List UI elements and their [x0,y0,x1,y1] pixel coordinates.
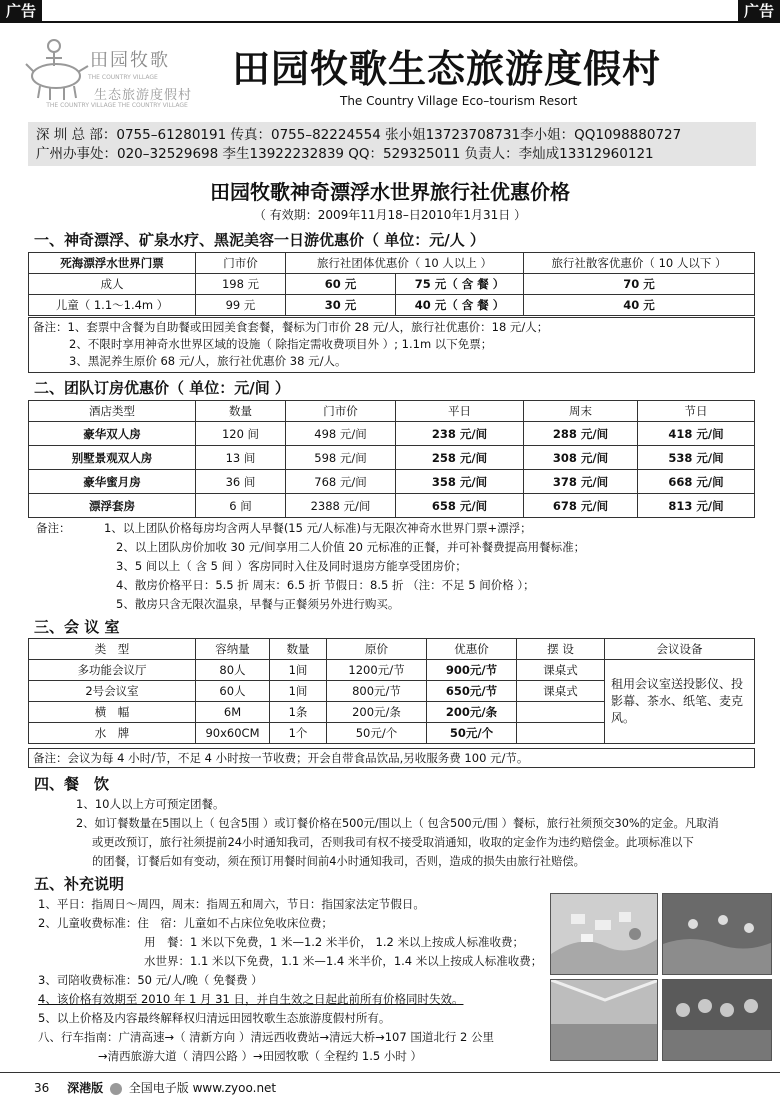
cell: 6M [196,702,270,723]
note-line: 2、以上团队房价加收 30 元/间享用二人价值 20 元标准的正餐，并可补餐费提高用餐标准； [116,540,586,554]
cell: 课桌式 [517,681,605,702]
logo-sub: 生态旅游度假村 [94,88,193,103]
cell: 200元/条 [327,702,427,723]
top-rule [0,21,780,23]
page-number: 36 [34,1081,50,1095]
table-header: 优惠价 [427,639,517,660]
table-row [29,422,755,446]
resort-logo [22,28,212,112]
cell: 75 元（ 含 餐 ） [396,274,524,295]
room-price-table [28,400,755,518]
table-header: 旅行社团体优惠价（ 10 人以上 ） [286,253,524,274]
pool-illustration [663,894,772,975]
table-header: 门市价 [286,401,396,422]
cell: 70 元 [524,274,755,295]
validity: （ 有效期：2009年11月18–日2010年1月31日 ） [253,208,527,222]
table-row [29,470,755,494]
note-line: 2、儿童收费标准：住 宿：儿童如不占床位免收床位费； [38,916,333,930]
section-3-title: 三、会 议 室 [34,618,120,636]
note-line: 1、平日：指周日～周四，周末：指周五和周六，节日：指国家法定节假日。 [38,897,425,911]
cell: 豪华双人房 [29,422,196,446]
cell: 658 元/间 [396,494,524,518]
cell: 200元/条 [427,702,517,723]
table-header: 容纳量 [196,639,270,660]
cell: 13 间 [196,446,286,470]
cell: 1间 [270,660,327,681]
price-heading: 田园牧歌神奇漂浮水世界旅行社优惠价格 [210,180,570,204]
cell: 768 元/间 [286,470,396,494]
table-header-row [29,401,755,422]
note-line: 1、10人以上方可预定团餐。 [76,797,225,811]
note-line: 5、散房只含无限次温泉，早餐与正餐须另外进行购买。 [116,597,400,611]
cell: 900元/节 [427,660,517,681]
cell: 1间 [270,681,327,702]
table-header: 会议设备 [605,639,755,660]
section-1-title: 一、神奇漂浮、矿泉水疗、黑泥美容一日游优惠价（ 单位：元/人 ） [34,231,485,249]
cell: 漂浮套房 [29,494,196,518]
table-header: 旅行社散客优惠价（ 10 人以下 ） [524,253,755,274]
table-row [29,494,755,518]
note-line: 3、黑泥养生原价 68 元/人，旅行社优惠价 38 元/人。 [69,354,347,368]
cell: 横 幅 [29,702,196,723]
section-5-title: 五、补充说明 [34,875,125,893]
footer [34,1079,276,1096]
table-row [29,660,755,681]
logo-name: 田园牧歌 [90,50,170,71]
globe-icon [110,1083,122,1095]
cell: 水 牌 [29,723,196,744]
note-line: 2、不限时享用神奇水世界区域的设施（ 除指定需收费项目外 ）; 1.1m 以下免票； [69,337,493,351]
map-illustration [551,894,658,975]
cell: 多功能会议厅 [29,660,196,681]
section-1-notes [28,317,755,373]
cell: 别墅景观双人房 [29,446,196,470]
note-line: 水世界：1.1 米以下免费，1.1 米—1.4 米半价，1.4 米以上按成人标准收费； [144,954,543,968]
cell: 598 元/间 [286,446,396,470]
note-line: 3、司陪收费标准：50 元/人/晚（ 免餐费 ） [38,973,263,987]
ticket-price-table [28,252,755,316]
table-header: 数量 [196,401,286,422]
note-line: →清西旅游大道（ 清四公路 ）→田园牧歌（ 全程约 1.5 小时 ） [98,1049,422,1063]
cell: 238 元/间 [396,422,524,446]
table-header-row [29,253,755,274]
resort-map-photo [550,893,658,975]
ox-rider-icon [22,28,92,102]
cell: 288 元/间 [524,422,638,446]
site-url: 全国电子版 www.zyoo.net [128,1081,277,1095]
note-line: 备注：1、套票中含餐为自助餐或田园美食套餐，餐标为门市价 28 元/人，旅行社优惠价：18 元/人； [33,320,549,334]
cell: 90x60CM [196,723,270,744]
logo-en-2: THE COUNTRY VILLAGE THE COUNTRY VILLAGE [46,102,188,109]
table-header: 周末 [524,401,638,422]
cell: 50元/个 [327,723,427,744]
table-header: 摆 设 [517,639,605,660]
cell: 60 元 [286,274,396,295]
contact-line-1: 深 圳 总 部：0755–61280191 传真：0755–82224554 张小姐13723708731李小姐：QQ1098880727 [36,127,682,143]
note-line: 用 餐：1 米以下免费，1 米—1.2 米半价， 1.2 米以上按成人标准收费； [144,935,524,949]
cell: 2号会议室 [29,681,196,702]
cell: 1个 [270,723,327,744]
cell: 40 元（ 含 餐 ） [396,295,524,316]
table-header: 数量 [270,639,327,660]
section-3-note: 备注：会议为每 4 小时/节，不足 4 小时按一节收费；开会自带食品饮品,另收服务费 100 元/节。 [28,748,755,768]
cell: 99 元 [196,295,286,316]
table-header: 类 型 [29,639,196,660]
cell: 1条 [270,702,327,723]
cell: 198 元 [196,274,286,295]
note-line: 2、如订餐数量在5围以上（ 包含5围 ）或订餐价格在500元/围以上（ 包含500元/围 ）餐标，旅行社须预交30%的定金。凡取消 [76,817,719,830]
cell [517,723,605,744]
cell: 儿童（ 1.1～1.4m ） [29,295,196,316]
note-line: 的团餐，订餐后如有变动，须在预订用餐时间前4小时通知我司，否则，造成的损失由旅行社赔偿。 [92,855,585,868]
logo-en: THE COUNTRY VILLAGE [88,74,158,81]
cell: 358 元/间 [396,470,524,494]
table-header: 原价 [327,639,427,660]
cell: 50元/个 [427,723,517,744]
table-header: 酒店类型 [29,401,196,422]
cell: 40 元 [524,295,755,316]
indoor-pool-photo [550,979,658,1061]
cell: 668 元/间 [638,470,755,494]
cell: 678 元/间 [524,494,638,518]
cell: 6 间 [196,494,286,518]
table-row [29,274,755,295]
table-row [29,295,755,316]
cell: 308 元/间 [524,446,638,470]
table-header: 门市价 [196,253,286,274]
cell: 813 元/间 [638,494,755,518]
cell: 2388 元/间 [286,494,396,518]
cell: 课桌式 [517,660,605,681]
cell: 成人 [29,274,196,295]
table-header: 平日 [396,401,524,422]
cell: 豪华蜜月房 [29,470,196,494]
meeting-room-table [28,638,755,744]
note-line: 或更改预订，旅行社须提前24小时通知我司，否则我司有权不接受取消通知，收取的定金作为违约赔偿金。此项标准以下 [92,836,694,849]
floating-photo [662,893,772,975]
cell: 650元/节 [427,681,517,702]
table-header: 节日 [638,401,755,422]
group-photo [662,979,772,1061]
indoor-pool-illustration [551,980,658,1061]
table-header: 死海漂浮水世界门票 [29,253,196,274]
cell: 418 元/间 [638,422,755,446]
cell: 378 元/间 [524,470,638,494]
cell: 538 元/间 [638,446,755,470]
section-4-title: 四、餐 饮 [34,775,110,793]
footer-rule [0,1072,780,1073]
cell: 80人 [196,660,270,681]
cell: 60人 [196,681,270,702]
note-line: 备注： [36,521,71,535]
group-illustration [663,980,772,1061]
cell [517,702,605,723]
edition: 深港版 [67,1081,104,1095]
cell: 498 元/间 [286,422,396,446]
equipment-cell: 租用会议室送投影仪、投影幕、茶水、纸笔、麦克风。 [605,660,755,744]
note-line: 3、5 间以上（ 含 5 间 ）客房同时入住及同时退房方能享受团房价； [116,559,467,573]
cell: 30 元 [286,295,396,316]
note-line: 4、该价格有效期至 2010 年 1 月 31 日，并自生效之日起此前所有价格同时失效。 [38,992,464,1006]
table-header-row [29,639,755,660]
note-line: 4、散房价格平日：5.5 折 周末：6.5 折 节假日：8.5 折 （注：不足 5 间价格 ）； [116,578,535,592]
note-line: 八、行车指南：广清高速→（ 清新方向 ）清远西收费站→清远大桥→107 国道北行 2 公里 [38,1030,494,1044]
cell: 120 间 [196,422,286,446]
cell: 258 元/间 [396,446,524,470]
contact-box [28,122,756,166]
cell: 1200元/节 [327,660,427,681]
section-2-title: 二、团队订房优惠价（ 单位：元/间 ） [34,379,290,397]
note-line: 5、以上价格及内容最终解释权归清远田园牧歌生态旅游度假村所有。 [38,1011,391,1025]
cell: 36 间 [196,470,286,494]
ad-tag-left: 广告 [0,0,42,22]
page-subtitle: The Country Village Eco–tourism Resort [340,94,578,108]
ad-tag-right: 广告 [738,0,780,22]
table-row [29,446,755,470]
contact-line-2: 广州办事处：020–32529698 李生13922232839 QQ：529325011 负责人：李灿成13312960121 [36,146,654,162]
cell: 800元/节 [327,681,427,702]
note-line: 1、以上团队价格每房均含两人早餐(15 元/人标准)与无限次神奇水世界门票+漂浮； [104,521,532,535]
page-title: 田园牧歌生态旅游度假村 [232,46,662,91]
